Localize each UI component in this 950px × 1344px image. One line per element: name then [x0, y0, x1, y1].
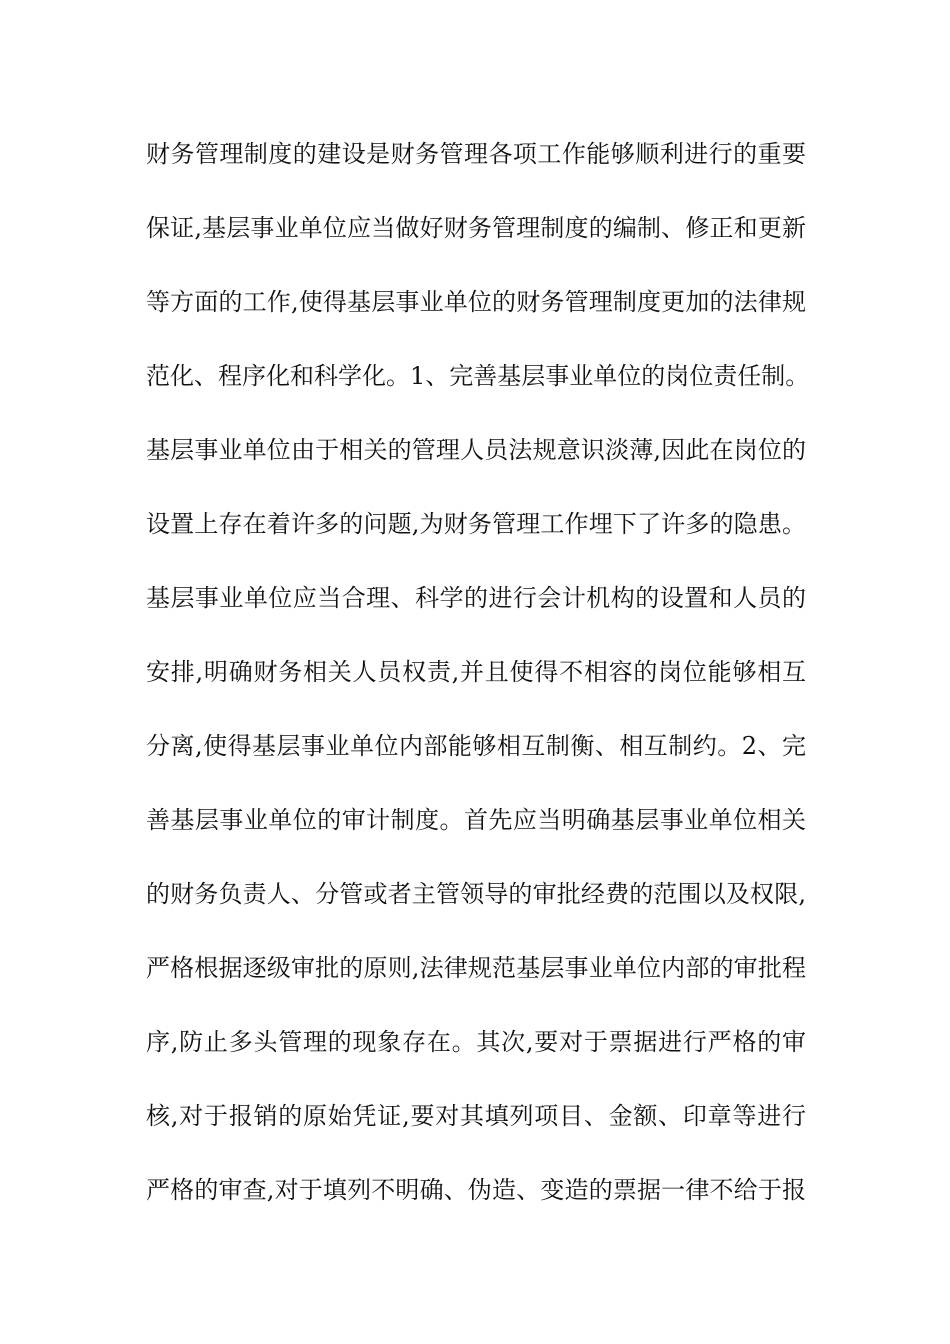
text-line: 严格根据逐级审批的原则,法律规范基层事业单位内部的审批程	[146, 954, 806, 982]
text-line: 严格的审查,对于填列不明确、伪造、变造的票据一律不给于报	[146, 1176, 806, 1204]
text-line: 的财务负责人、分管或者主管领导的审批经费的范围以及权限,	[146, 880, 806, 908]
text-line: 范化、程序化和科学化。1、完善基层事业单位的岗位责任制。	[146, 362, 810, 390]
text-line: 设置上存在着许多的问题,为财务管理工作埋下了许多的隐患。	[146, 510, 806, 538]
text-line: 核,对于报销的原始凭证,要对其填列项目、金额、印章等进行	[146, 1102, 806, 1130]
text-line: 分离,使得基层事业单位内部能够相互制衡、相互制约。2、完	[146, 732, 806, 760]
text-line: 基层事业单位由于相关的管理人员法规意识淡薄,因此在岗位的	[146, 436, 806, 464]
text-line: 基层事业单位应当合理、科学的进行会计机构的设置和人员的	[146, 584, 806, 612]
text-line: 保证,基层事业单位应当做好财务管理制度的编制、修正和更新	[146, 214, 806, 242]
text-line: 等方面的工作,使得基层事业单位的财务管理制度更加的法律规	[146, 288, 806, 316]
text-line: 财务管理制度的建设是财务管理各项工作能够顺利进行的重要	[146, 140, 806, 168]
text-line: 善基层事业单位的审计制度。首先应当明确基层事业单位相关	[146, 806, 806, 834]
text-line: 序,防止多头管理的现象存在。其次,要对于票据进行严格的审	[146, 1028, 806, 1056]
text-line: 安排,明确财务相关人员权责,并且使得不相容的岗位能够相互	[146, 658, 806, 686]
